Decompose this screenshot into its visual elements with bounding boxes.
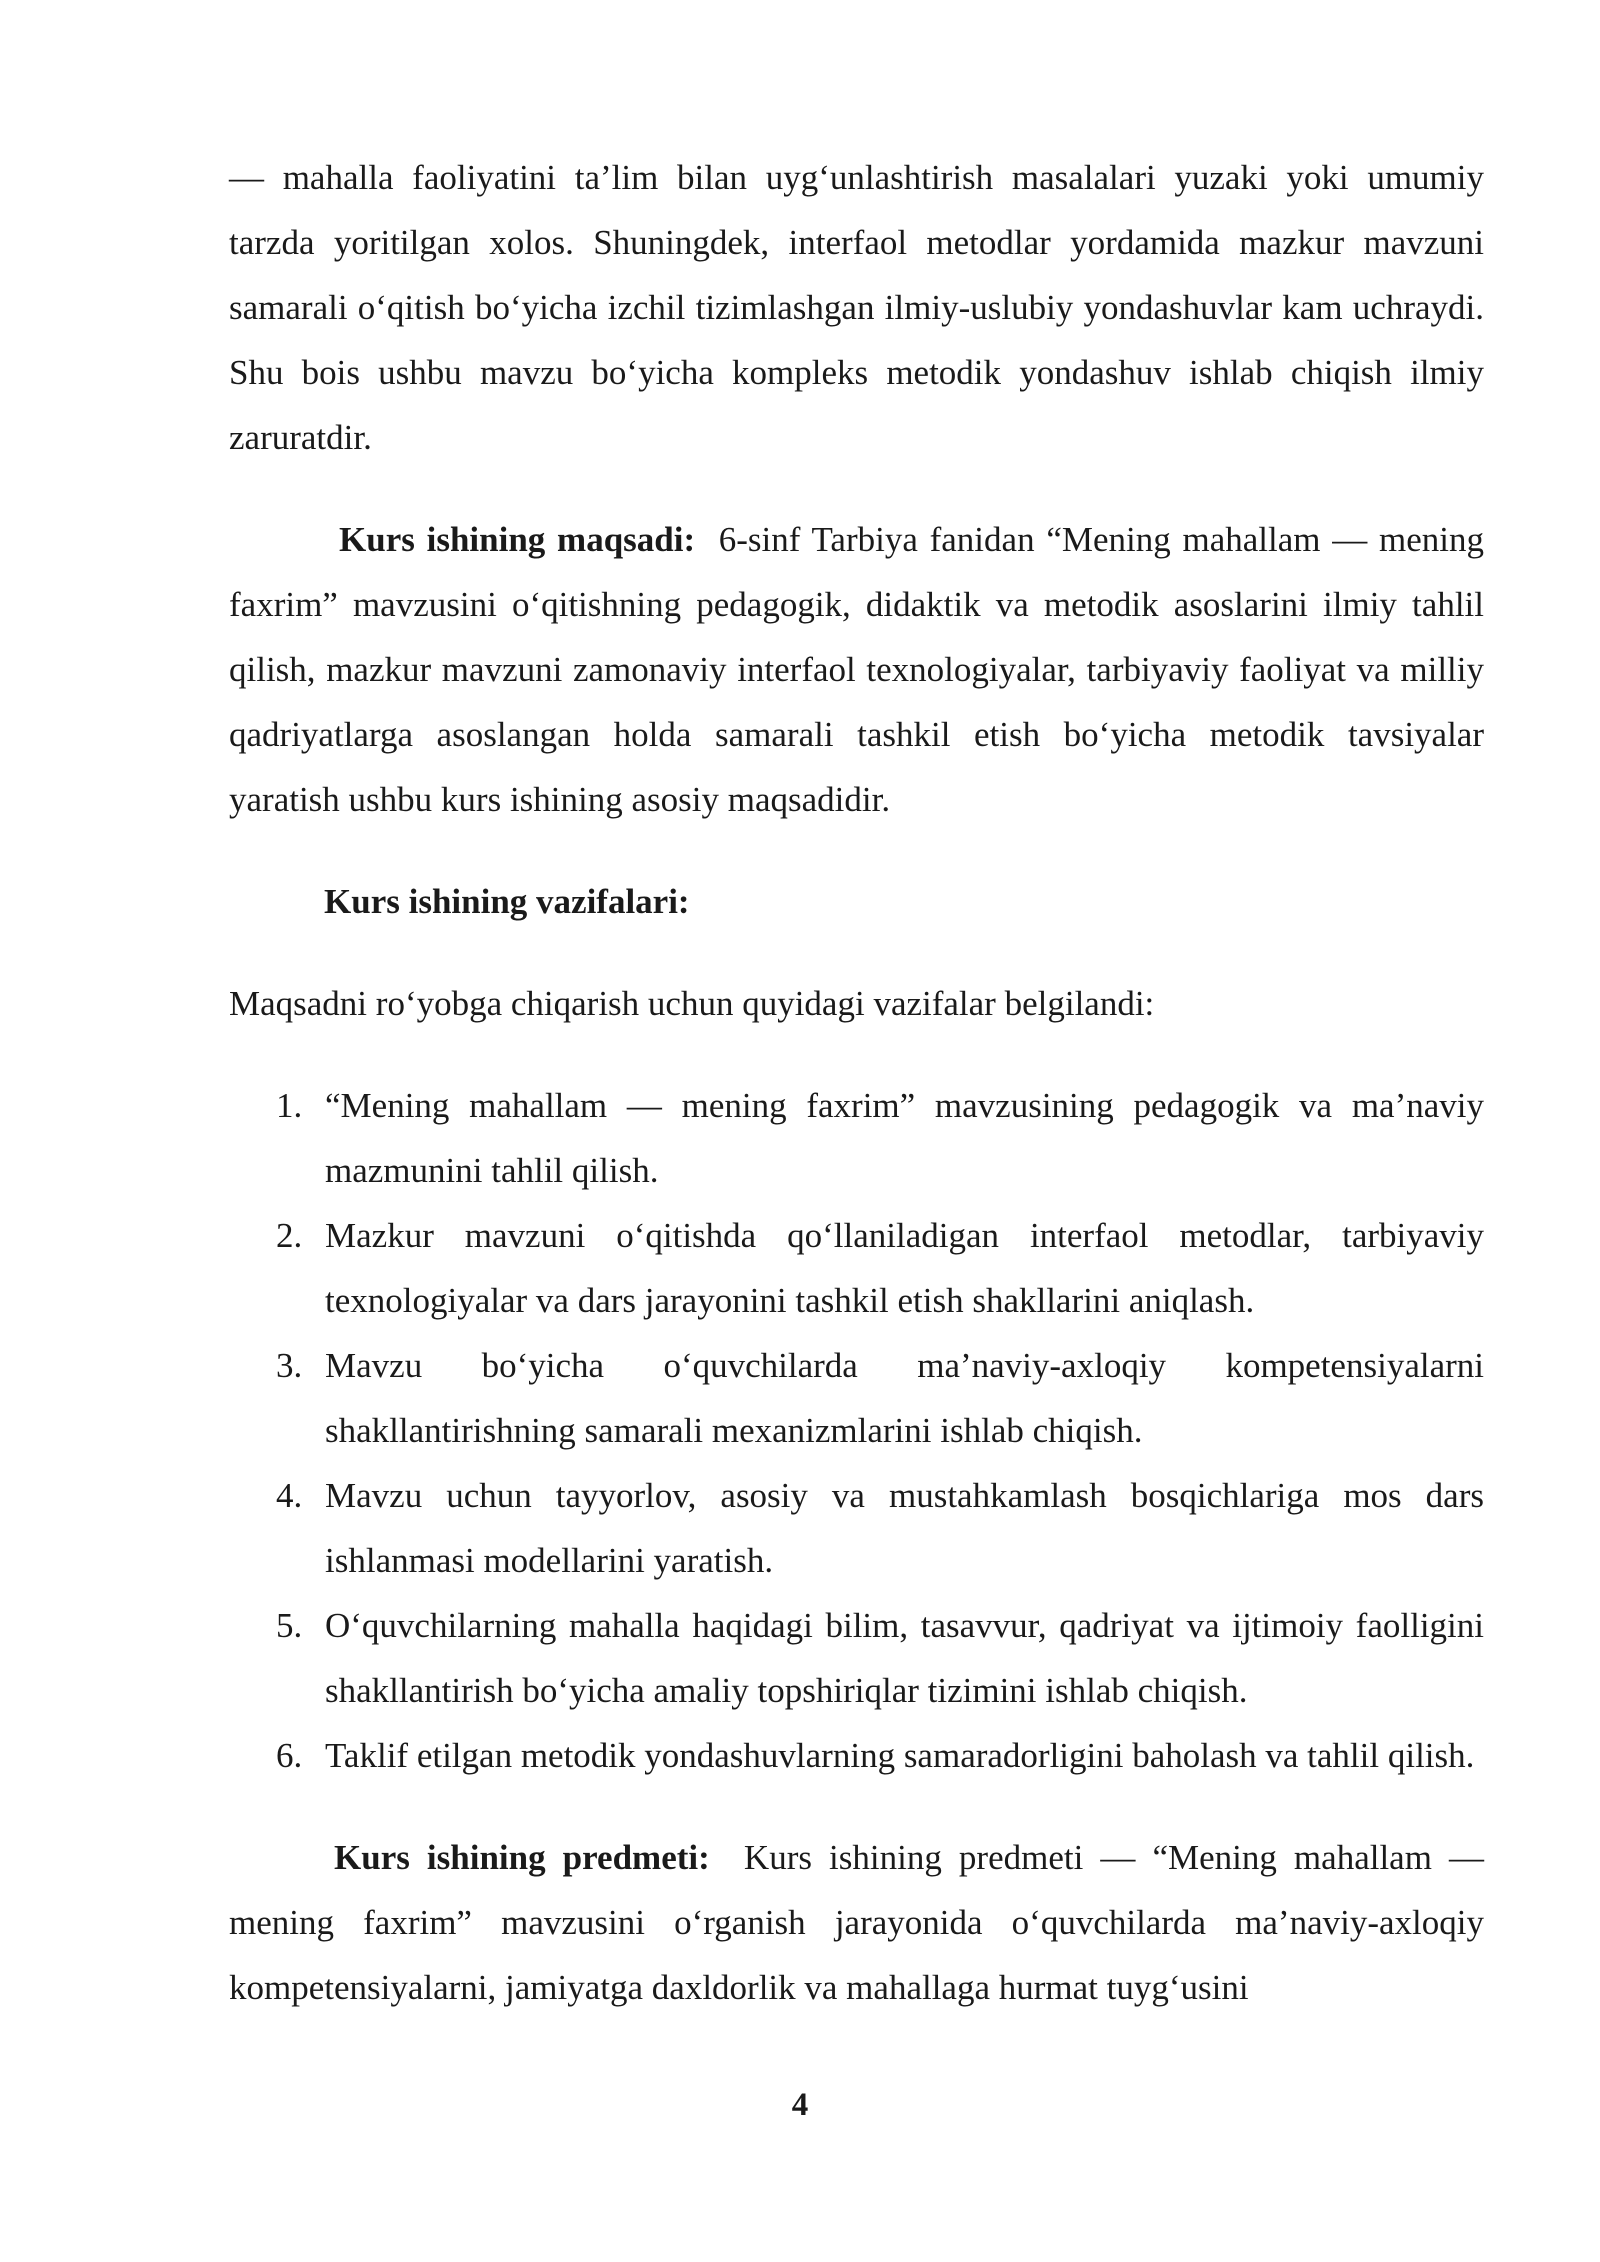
list-item-text: Mazkur mavzuni o‘qitishda qo‘llaniladigan interfaol metodlar, tarbiyaviy texnologiyalar va dars jarayonini tashkil etish shakllarini aniqlash. [325, 1216, 1484, 1320]
list-item-number: 6. [276, 1736, 303, 1775]
list-item [229, 1203, 1484, 1333]
list-item [229, 1593, 1484, 1723]
list-item-number: 4. [276, 1476, 303, 1515]
list-item-text: Mavzu bo‘yicha o‘quvchilarda ma’naviy-axloqiy kompetensiyalarni shakllantirishning samarali mexanizmlarini ishlab chiqish. [325, 1346, 1484, 1450]
subject-heading: Kurs ishining predmeti: [334, 1838, 710, 1877]
list-item-text: “Mening mahallam — mening faxrim” mavzusining pedagogik va ma’naviy mazmunini tahlil qilish. [325, 1086, 1484, 1190]
tasks-intro: Maqsadni ro‘yobga chiqarish uchun quyidagi vazifalar belgilandi: [229, 984, 1155, 1023]
list-item-number: 1. [276, 1086, 303, 1125]
intro-paragraph: — mahalla faoliyatini ta’lim bilan uyg‘unlashtirish masalalari yuzaki yoki umumiy tarzda yoritilgan xolos. Shuningdek, interfaol metodlar yordamida mazkur mavzuni samarali o‘qitish bo‘yicha izchil tizimlashgan ilmiy-uslubiy yondashuvlar kam uchraydi. Shu bois ushbu mavzu bo‘yicha kompleks metodik yondashuv ishlab chiqish ilmiy zaruratdir. [229, 158, 1484, 457]
list-item-number: 3. [276, 1346, 303, 1385]
list-item [229, 1333, 1484, 1463]
goal-heading: Kurs ishining maqsadi: [339, 520, 696, 559]
list-item [229, 1723, 1484, 1788]
tasks-list [229, 1073, 1484, 1788]
list-item-number: 5. [276, 1606, 303, 1645]
list-item-text: Mavzu uchun tayyorlov, asosiy va mustahkamlash bosqichlariga mos dars ishlanmasi modellarini yaratish. [325, 1476, 1484, 1580]
page-number: 4 [791, 2087, 809, 2123]
subject-text: Kurs ishining predmeti — “Mening mahallam — mening faxrim” mavzusini o‘rganish jarayonida o‘quvchilarda ma’naviy-axloqiy kompetensiyalarni, jamiyatga daxldorlik va mahallaga hurmat tuyg‘usini [229, 1838, 1484, 2007]
goal-paragraph [229, 507, 1484, 832]
list-item-text: Taklif etilgan metodik yondashuvlarning samaradorligini baholash va tahlil qilish. [325, 1736, 1475, 1775]
tasks-heading: Kurs ishining vazifalari: [324, 882, 690, 921]
list-item-number: 2. [276, 1216, 303, 1255]
list-item [229, 1463, 1484, 1593]
list-item-text: O‘quvchilarning mahalla haqidagi bilim, tasavvur, qadriyat va ijtimoiy faolligini shakllantirish bo‘yicha amaliy topshiriqlar tizimini ishlab chiqish. [325, 1606, 1484, 1710]
page-content [229, 145, 1484, 2020]
list-item [229, 1073, 1484, 1203]
goal-text: 6-sinf Tarbiya fanidan “Mening mahallam — mening faxrim” mavzusini o‘qitishning pedagogik, didaktik va metodik asoslarini ilmiy tahlil qilish, mazkur mavzuni zamonaviy interfaol texnologiyalar, tarbiyaviy faoliyat va milliy qadriyatlarga asoslangan holda samarali tashkil etish bo‘yicha metodik tavsiyalar yaratish ushbu kurs ishining asosiy maqsadidir. [229, 520, 1485, 819]
subject-paragraph [229, 1825, 1484, 2020]
